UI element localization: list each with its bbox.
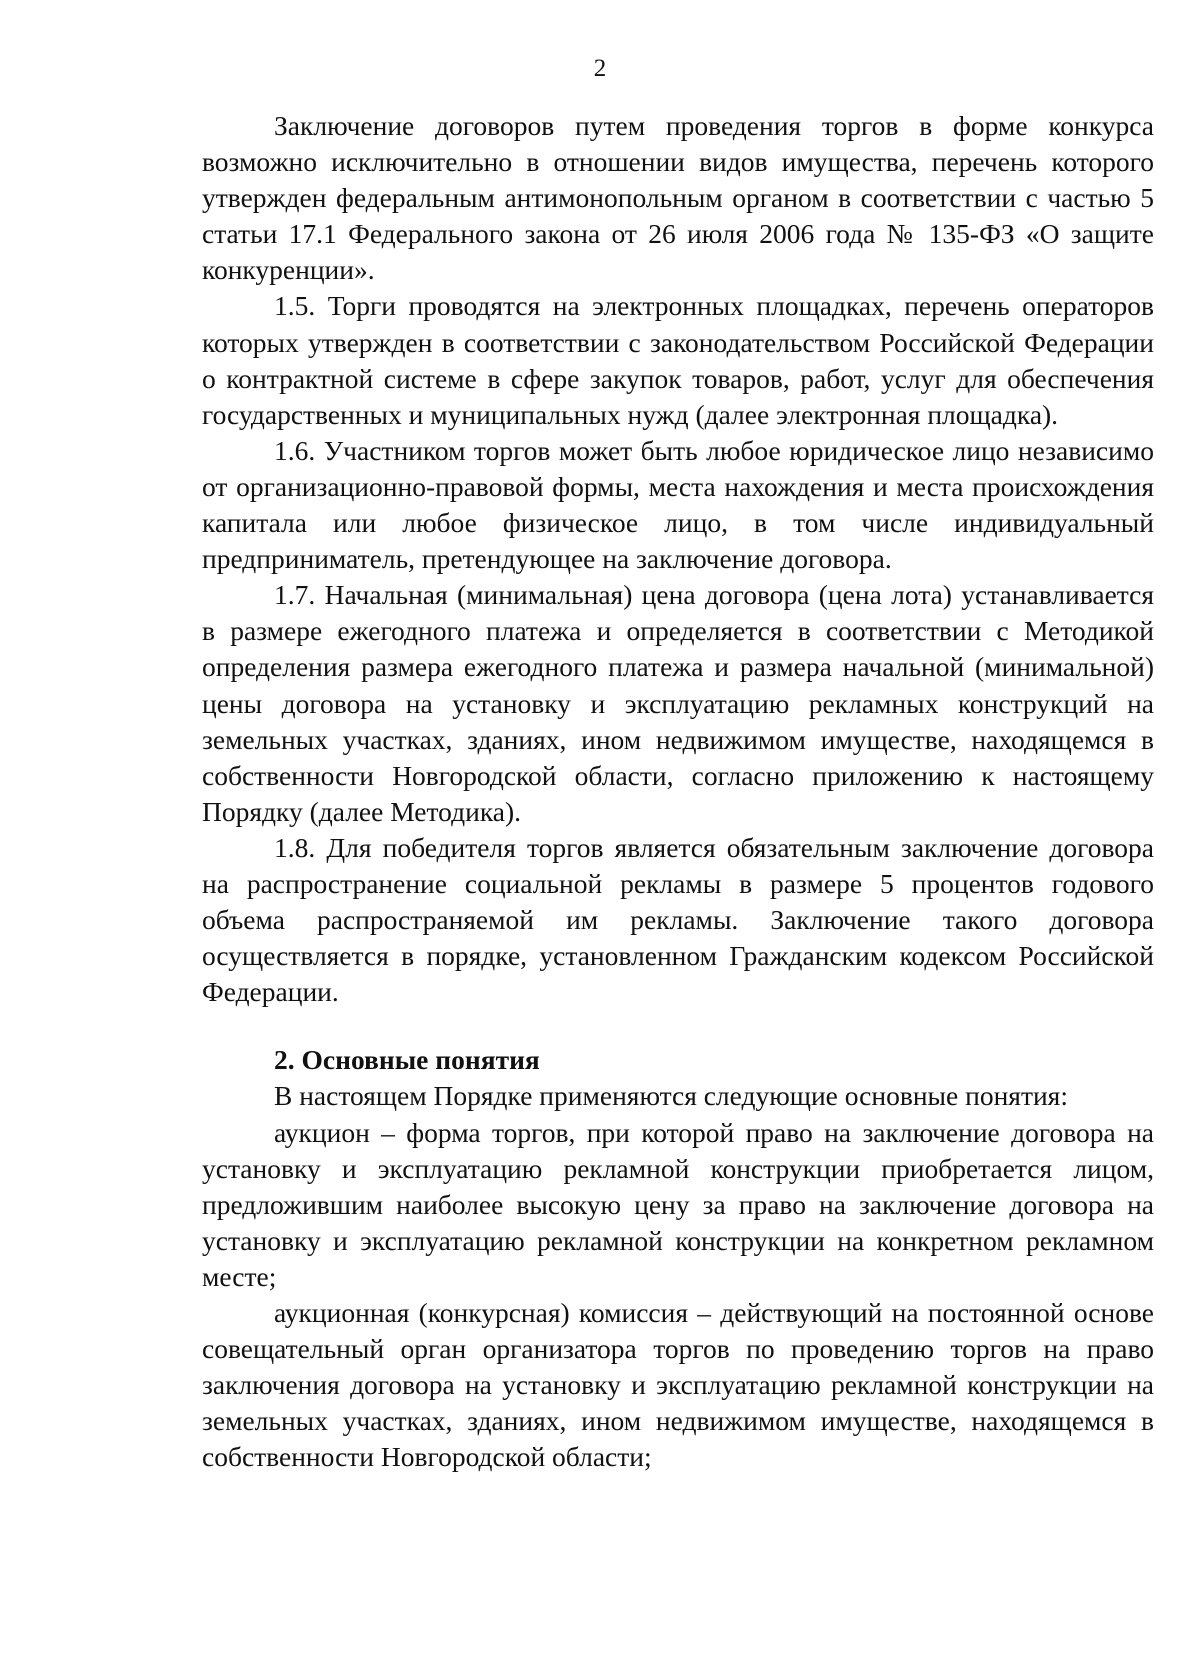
paragraph-intro-contracts: Заключение договоров путем проведения торгов в форме конкурса возможно исключительно в отношении видов имущества, перечень которого утвержден федеральным антимонопольным органом в соответствии с частью 5 статьи 17.1 Федерального закона от 26 июля 2006 года № 135-ФЗ «О защите конкуренции». xyxy=(202,110,1154,286)
page-number: 2 xyxy=(593,55,607,82)
paragraph-1-5: 1.5. Торги проводятся на электронных площадках, перечень операторов которых утвержден в соответствии с законодательством Российской Федерации о контрактной системе в сфере закупок товаров, работ, услуг для обеспечения государственных и муниципальных нужд (далее электронная площадка). xyxy=(202,290,1154,430)
document-body xyxy=(202,108,1154,1475)
section-spacer xyxy=(202,1010,1154,1042)
paragraph-definitions-intro: В настоящем Порядке применяются следующие основные понятия: xyxy=(274,1080,1068,1112)
paragraph-definition-commission: аукционная (конкурсная) комиссия – действующий на постоянной основе совещательный орган организатора торгов по проведению торгов на право заключения договора на установку и эксплуатацию рекламной конструкции на земельных участках, зданиях, ином недвижимом имуществе, находящемся в собственности Новгородской области; xyxy=(202,1297,1154,1473)
paragraph-1-6: 1.6. Участником торгов может быть любое юридическое лицо независимо от организационно-правовой формы, места нахождения и места происхождения капитала или любое физическое лицо, в том числе индивидуальный предприниматель, претендующее на заключение договора. xyxy=(202,434,1154,575)
paragraph-definition-auction: аукцион – форма торгов, при которой право на заключение договора на установку и эксплуатацию рекламной конструкции приобретается лицом, предложившим наиболее высокую цену за право на заключение договора на установку и эксплуатацию рекламной конструкции на конкретном рекламном месте; xyxy=(202,1116,1154,1292)
paragraph-1-8: 1.8. Для победителя торгов является обязательным заключение договора на распространение социальной рекламы в размере 5 процентов годового объема распространяемой им рекламы. Заключение такого договора осуществляется в порядке, установленном Гражданским кодексом Российской Федерации. xyxy=(202,831,1154,1008)
paragraph-1-7: 1.7. Начальная (минимальная) цена договора (цена лота) устанавливается в размере ежегодного платежа и определяется в соответствии с Методикой определения размера ежегодного платежа и размера начальной (минимальной) цены договора на установку и эксплуатацию рекламных конструкций на земельных участках, зданиях, ином недвижимом имуществе, находящемся в собственности Новгородской области, согласно приложению к настоящему Порядку (далее Методика). xyxy=(202,579,1154,827)
section-heading: 2. Основные понятия xyxy=(274,1044,540,1076)
